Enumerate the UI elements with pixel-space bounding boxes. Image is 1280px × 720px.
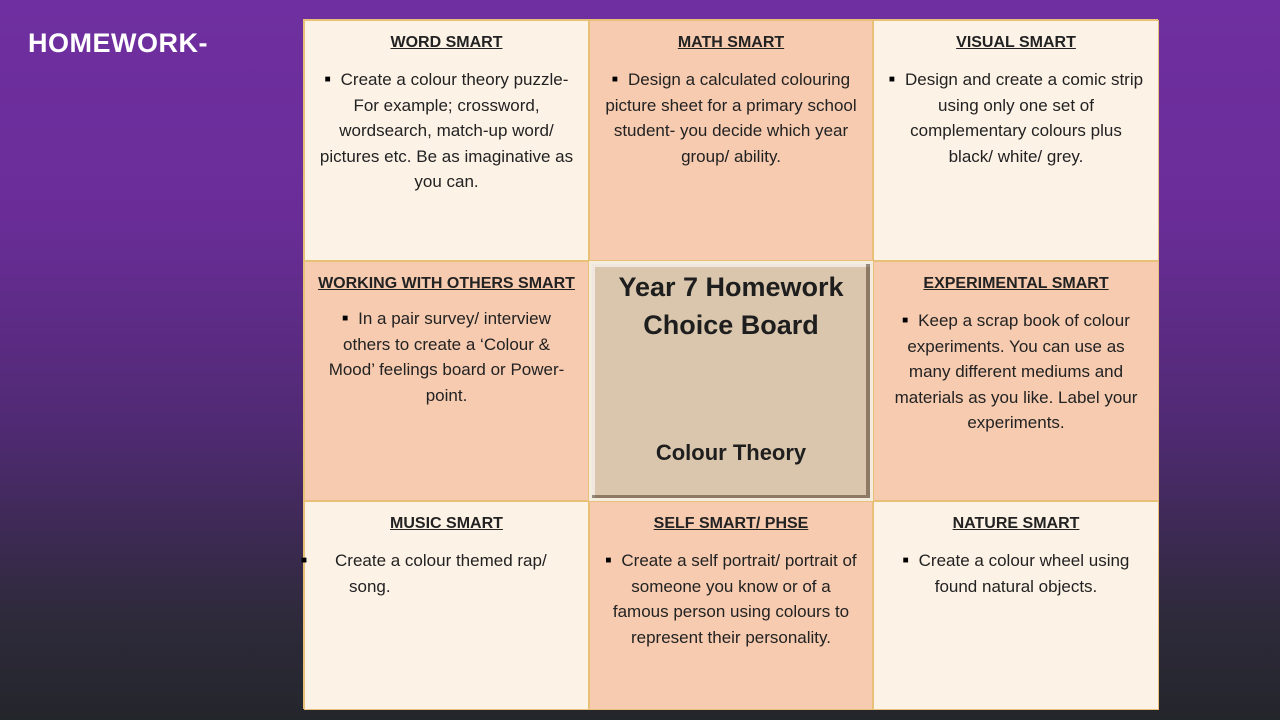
task-text: ■ Create a self portrait/ portrait of someone you know or of a famous person using colours to represent their personality. [600, 548, 862, 650]
cell-heading: NATURE SMART [952, 515, 1080, 532]
square-bullet-icon: ■ [902, 315, 909, 326]
task-text: ■ Create a colour theory puzzle- For example; crossword, wordsearch, match-up word/ pictures etc. Be as imaginative as you can. [315, 67, 578, 195]
cell-heading: MUSIC SMART [390, 515, 503, 532]
cell-nature-smart [873, 501, 1159, 710]
cell-visual-smart [873, 20, 1159, 261]
task-text: ■ In a pair survey/ interview others to create a ‘Colour & Mood’ feelings board or Power-point. [315, 306, 578, 408]
cell-experimental-smart [873, 261, 1159, 501]
cell-heading: WORKING WITH OTHERS SMART [318, 275, 575, 292]
square-bullet-icon: ■ [324, 74, 331, 85]
cell-heading: SELF SMART/ PHSE [653, 515, 809, 532]
square-bullet-icon: ■ [902, 555, 909, 566]
board-title: Year 7 Homework Choice Board [618, 272, 844, 340]
cell-word-smart [304, 20, 589, 261]
task-text: ■ Keep a scrap book of colour experiments. You can use as many different mediums and materials as you like. Label your experiments. [884, 308, 1148, 436]
choice-board [303, 19, 1158, 709]
board-center-panel [589, 261, 873, 501]
slide-title: HOMEWORK- [28, 28, 208, 58]
cell-heading: VISUAL SMART [956, 34, 1076, 51]
board-subtitle: Colour Theory [655, 440, 807, 465]
task-text: ■ Design a calculated colouring picture sheet for a primary school student- you decide which year group/ ability. [600, 67, 862, 169]
task-text: ■ Create a colour themed rap/ song. [301, 551, 547, 596]
cell-math-smart [589, 20, 873, 261]
square-bullet-icon: ■ [888, 74, 895, 85]
square-bullet-icon: ■ [611, 74, 618, 85]
cell-working-with-others-smart [304, 261, 589, 501]
square-bullet-icon: ■ [342, 313, 349, 324]
cell-heading: EXPERIMENTAL SMART [923, 275, 1109, 292]
cell-music-smart [301, 501, 589, 710]
cell-self-smart-phse [589, 501, 873, 710]
task-text: ■ Create a colour wheel using found natural objects. [884, 548, 1148, 599]
cell-heading: WORD SMART [390, 34, 503, 51]
cell-heading: MATH SMART [677, 34, 785, 51]
square-bullet-icon: ■ [605, 555, 612, 566]
task-text: ■ Design and create a comic strip using only one set of complementary colours plus black/ white/ grey. [884, 67, 1148, 169]
